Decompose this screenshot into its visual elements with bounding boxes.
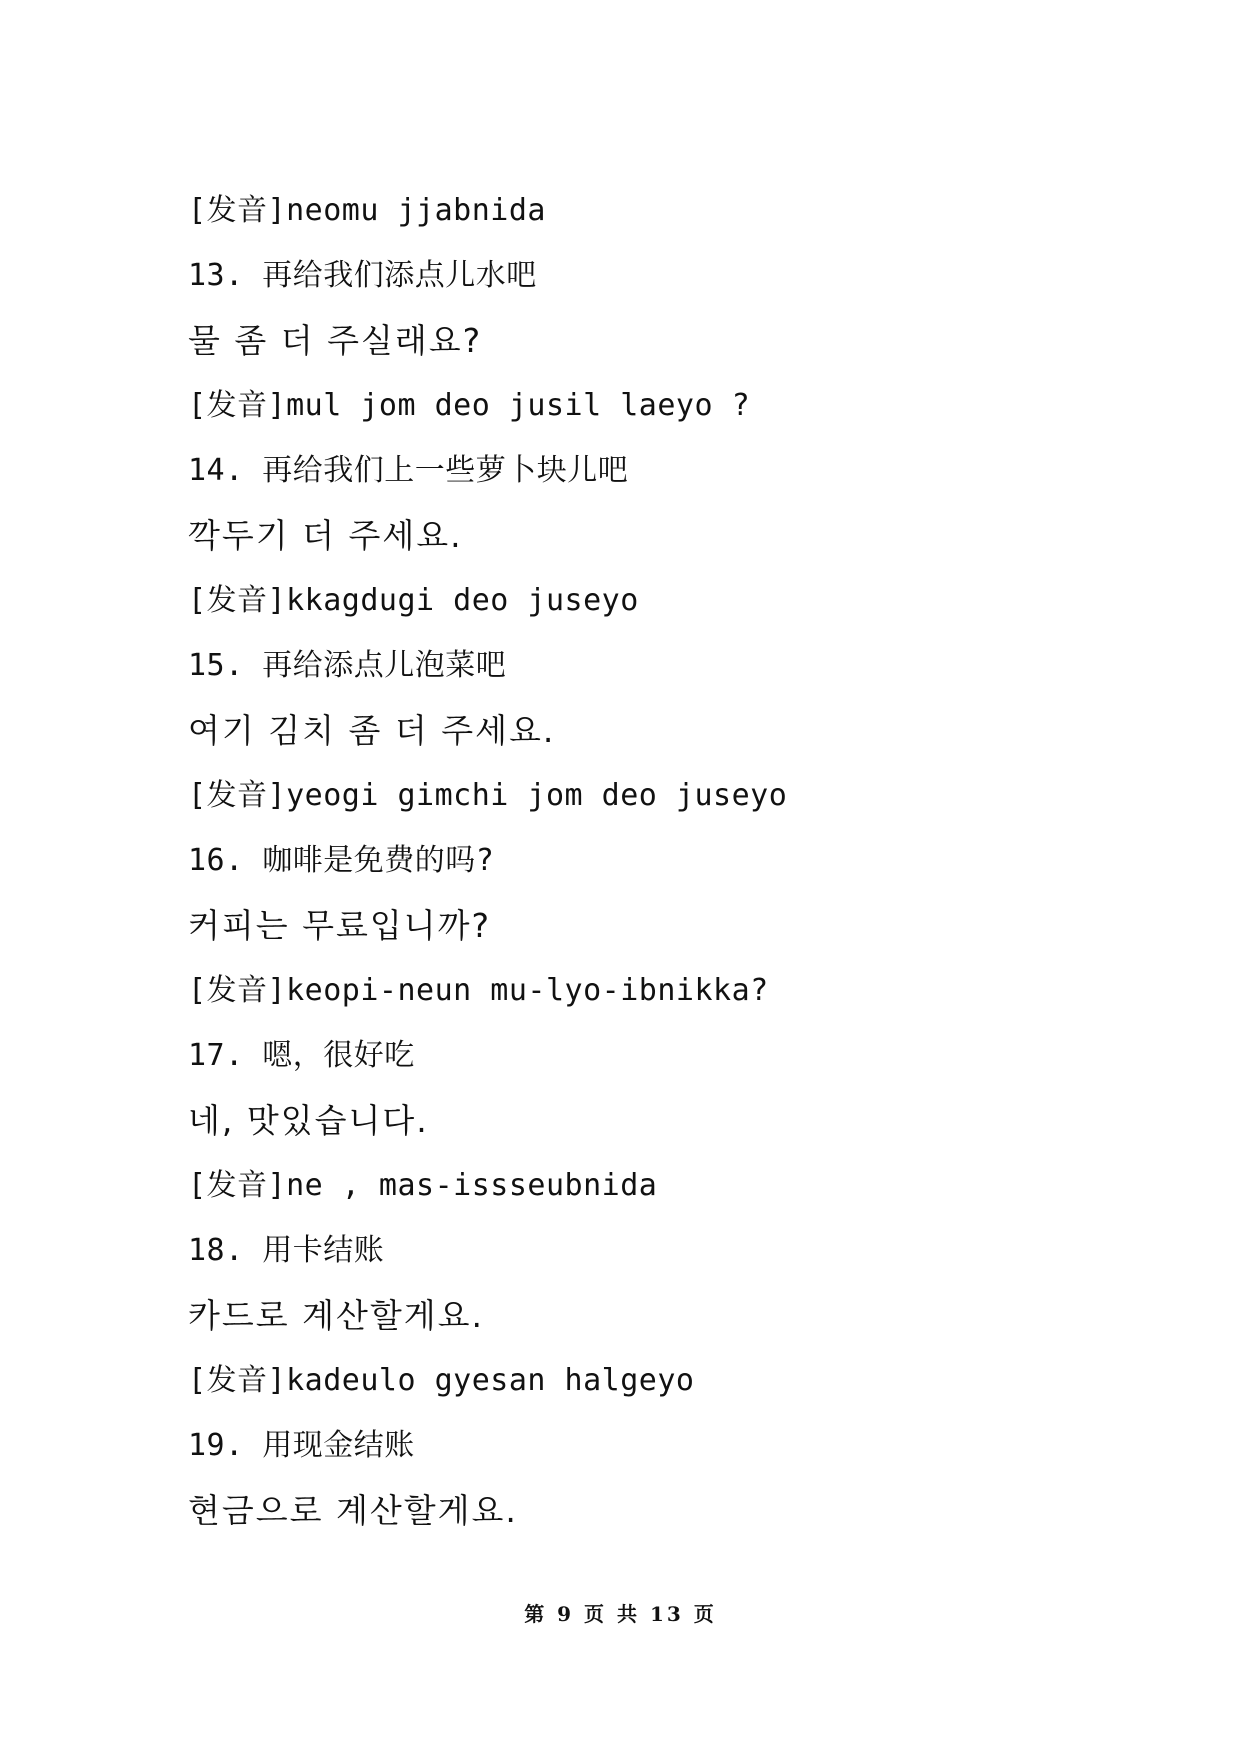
phrase-list [188, 186, 1188, 1551]
pronunciation-line: [发音]kkagdugi deo juseyo [188, 583, 639, 618]
phrase-korean-line: 물 좀 더 주실래요? [188, 321, 483, 360]
page-number-footer: 第 9 页 共 13 页 [524, 1602, 717, 1626]
phrase-chinese-line: 17. 嗯，很好吃 [188, 1038, 415, 1073]
phrase-korean-line: 네, 맛있습니다. [188, 1101, 429, 1140]
phrase-chinese-line: 18. 用卡结账 [188, 1233, 385, 1268]
pronunciation-line: [发音]neomu jjabnida [188, 193, 546, 228]
phrase-chinese-line: 16. 咖啡是免费的吗? [188, 843, 495, 878]
phrase-chinese-line: 19. 用现金结账 [188, 1428, 415, 1463]
phrase-korean-line: 여기 김치 좀 더 주세요. [188, 711, 556, 750]
phrase-korean-line: 현금으로 계산할게요. [188, 1491, 518, 1530]
pronunciation-line: [发音]yeogi gimchi jom deo juseyo [188, 778, 788, 813]
phrase-chinese-line: 13. 再给我们添点儿水吧 [188, 258, 537, 293]
pronunciation-line: [发音]ne , mas-issseubnida [188, 1168, 658, 1203]
phrase-chinese-line: 15. 再给添点儿泡菜吧 [188, 648, 507, 683]
phrase-korean-line: 커피는 무료입니까? [188, 906, 492, 945]
phrase-korean-line: 깍두기 더 주세요. [188, 516, 463, 555]
pronunciation-line: [发音]kadeulo gyesan halgeyo [188, 1363, 695, 1398]
pronunciation-line: [发音]keopi-neun mu-lyo-ibnikka? [188, 973, 769, 1008]
phrase-chinese-line: 14. 再给我们上一些萝卜块儿吧 [188, 453, 629, 488]
pronunciation-line: [发音]mul jom deo jusil laeyo ? [188, 388, 751, 423]
phrase-korean-line: 카드로 계산할게요. [188, 1296, 485, 1335]
